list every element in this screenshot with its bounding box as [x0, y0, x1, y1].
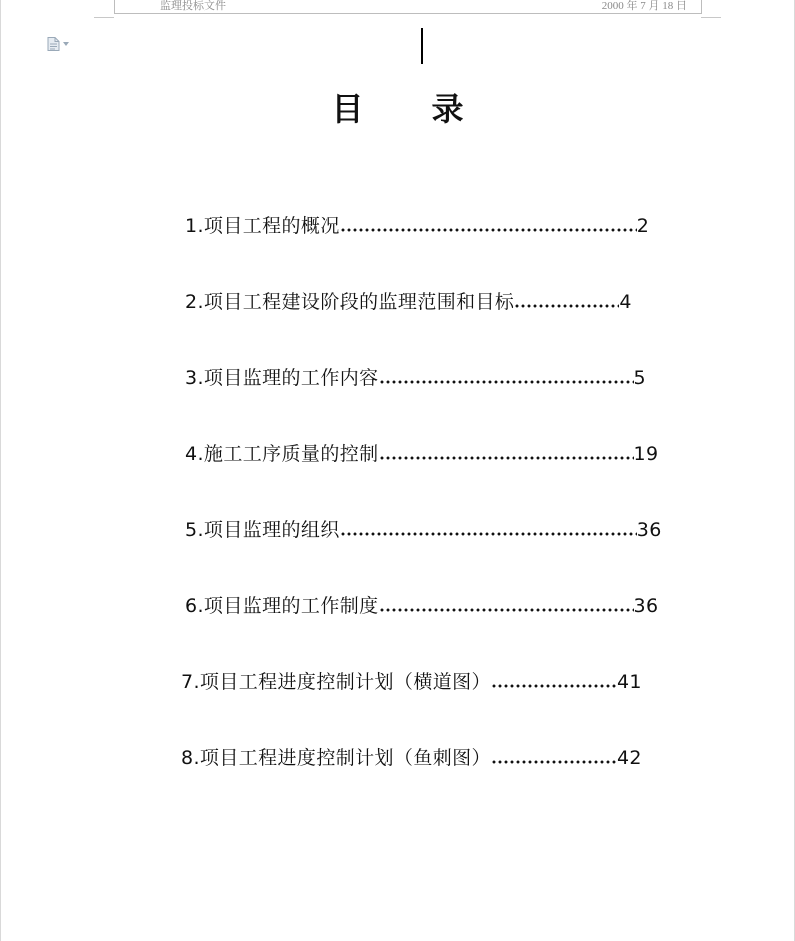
toc-entry-page: 41	[616, 671, 642, 693]
toc-entry-1[interactable]	[185, 214, 649, 238]
header-margin-mark-left	[94, 17, 114, 18]
toc-dot-leader	[491, 750, 617, 774]
toc-entry-7[interactable]	[181, 670, 642, 694]
toc-entry-label: 5.项目监理的组织	[185, 519, 340, 541]
toc-entry-5[interactable]	[185, 518, 662, 542]
header-document-title: 监理投标文件	[160, 0, 226, 12]
toc-entry-label: 2.项目工程建设阶段的监理范围和目标	[185, 291, 515, 313]
header-date: 2000 年 7 月 18 日	[601, 0, 687, 12]
text-cursor	[421, 28, 423, 64]
toc-entry-page: 36	[636, 519, 662, 541]
toc-entry-label: 8.项目工程进度控制计划（鱼刺图）	[181, 747, 491, 769]
toc-dot-leader	[379, 446, 634, 470]
toc-entry-page: 36	[633, 595, 659, 617]
toc-entry-page: 19	[633, 443, 659, 465]
toc-entry-page: 42	[616, 747, 642, 769]
toc-dot-leader	[379, 370, 634, 394]
toc-dot-leader	[514, 294, 619, 318]
toc-entry-8[interactable]	[181, 746, 642, 770]
toc-entry-label: 6.项目监理的工作制度	[185, 595, 379, 617]
toc-dot-leader	[491, 674, 617, 698]
toc-title: 目录	[331, 90, 532, 128]
toc-entry-3[interactable]	[185, 366, 646, 390]
chevron-down-icon	[63, 42, 69, 46]
toc-dot-leader	[379, 598, 634, 622]
toc-dot-leader	[340, 522, 637, 546]
toc-entry-4[interactable]	[185, 442, 659, 466]
page-header	[114, 0, 702, 14]
toc-entry-page: 2	[636, 215, 650, 237]
header-margin-mark-right	[701, 17, 721, 18]
toc-entry-label: 4.施工工序质量的控制	[185, 443, 379, 465]
document-icon	[47, 37, 60, 51]
page-left-edge	[0, 0, 1, 941]
toc-entry-page: 5	[633, 367, 647, 389]
toc-entry-page: 4	[619, 291, 632, 313]
toc-dot-leader	[340, 218, 637, 242]
document-menu-button[interactable]	[47, 37, 73, 51]
toc-entry-6[interactable]	[185, 594, 659, 618]
toc-entry-label: 1.项目工程的概况	[185, 215, 340, 237]
toc-entry-label: 7.项目工程进度控制计划（横道图）	[181, 671, 491, 693]
toc-entry-label: 3.项目监理的工作内容	[185, 367, 379, 389]
toc-entry-2[interactable]	[185, 290, 632, 314]
